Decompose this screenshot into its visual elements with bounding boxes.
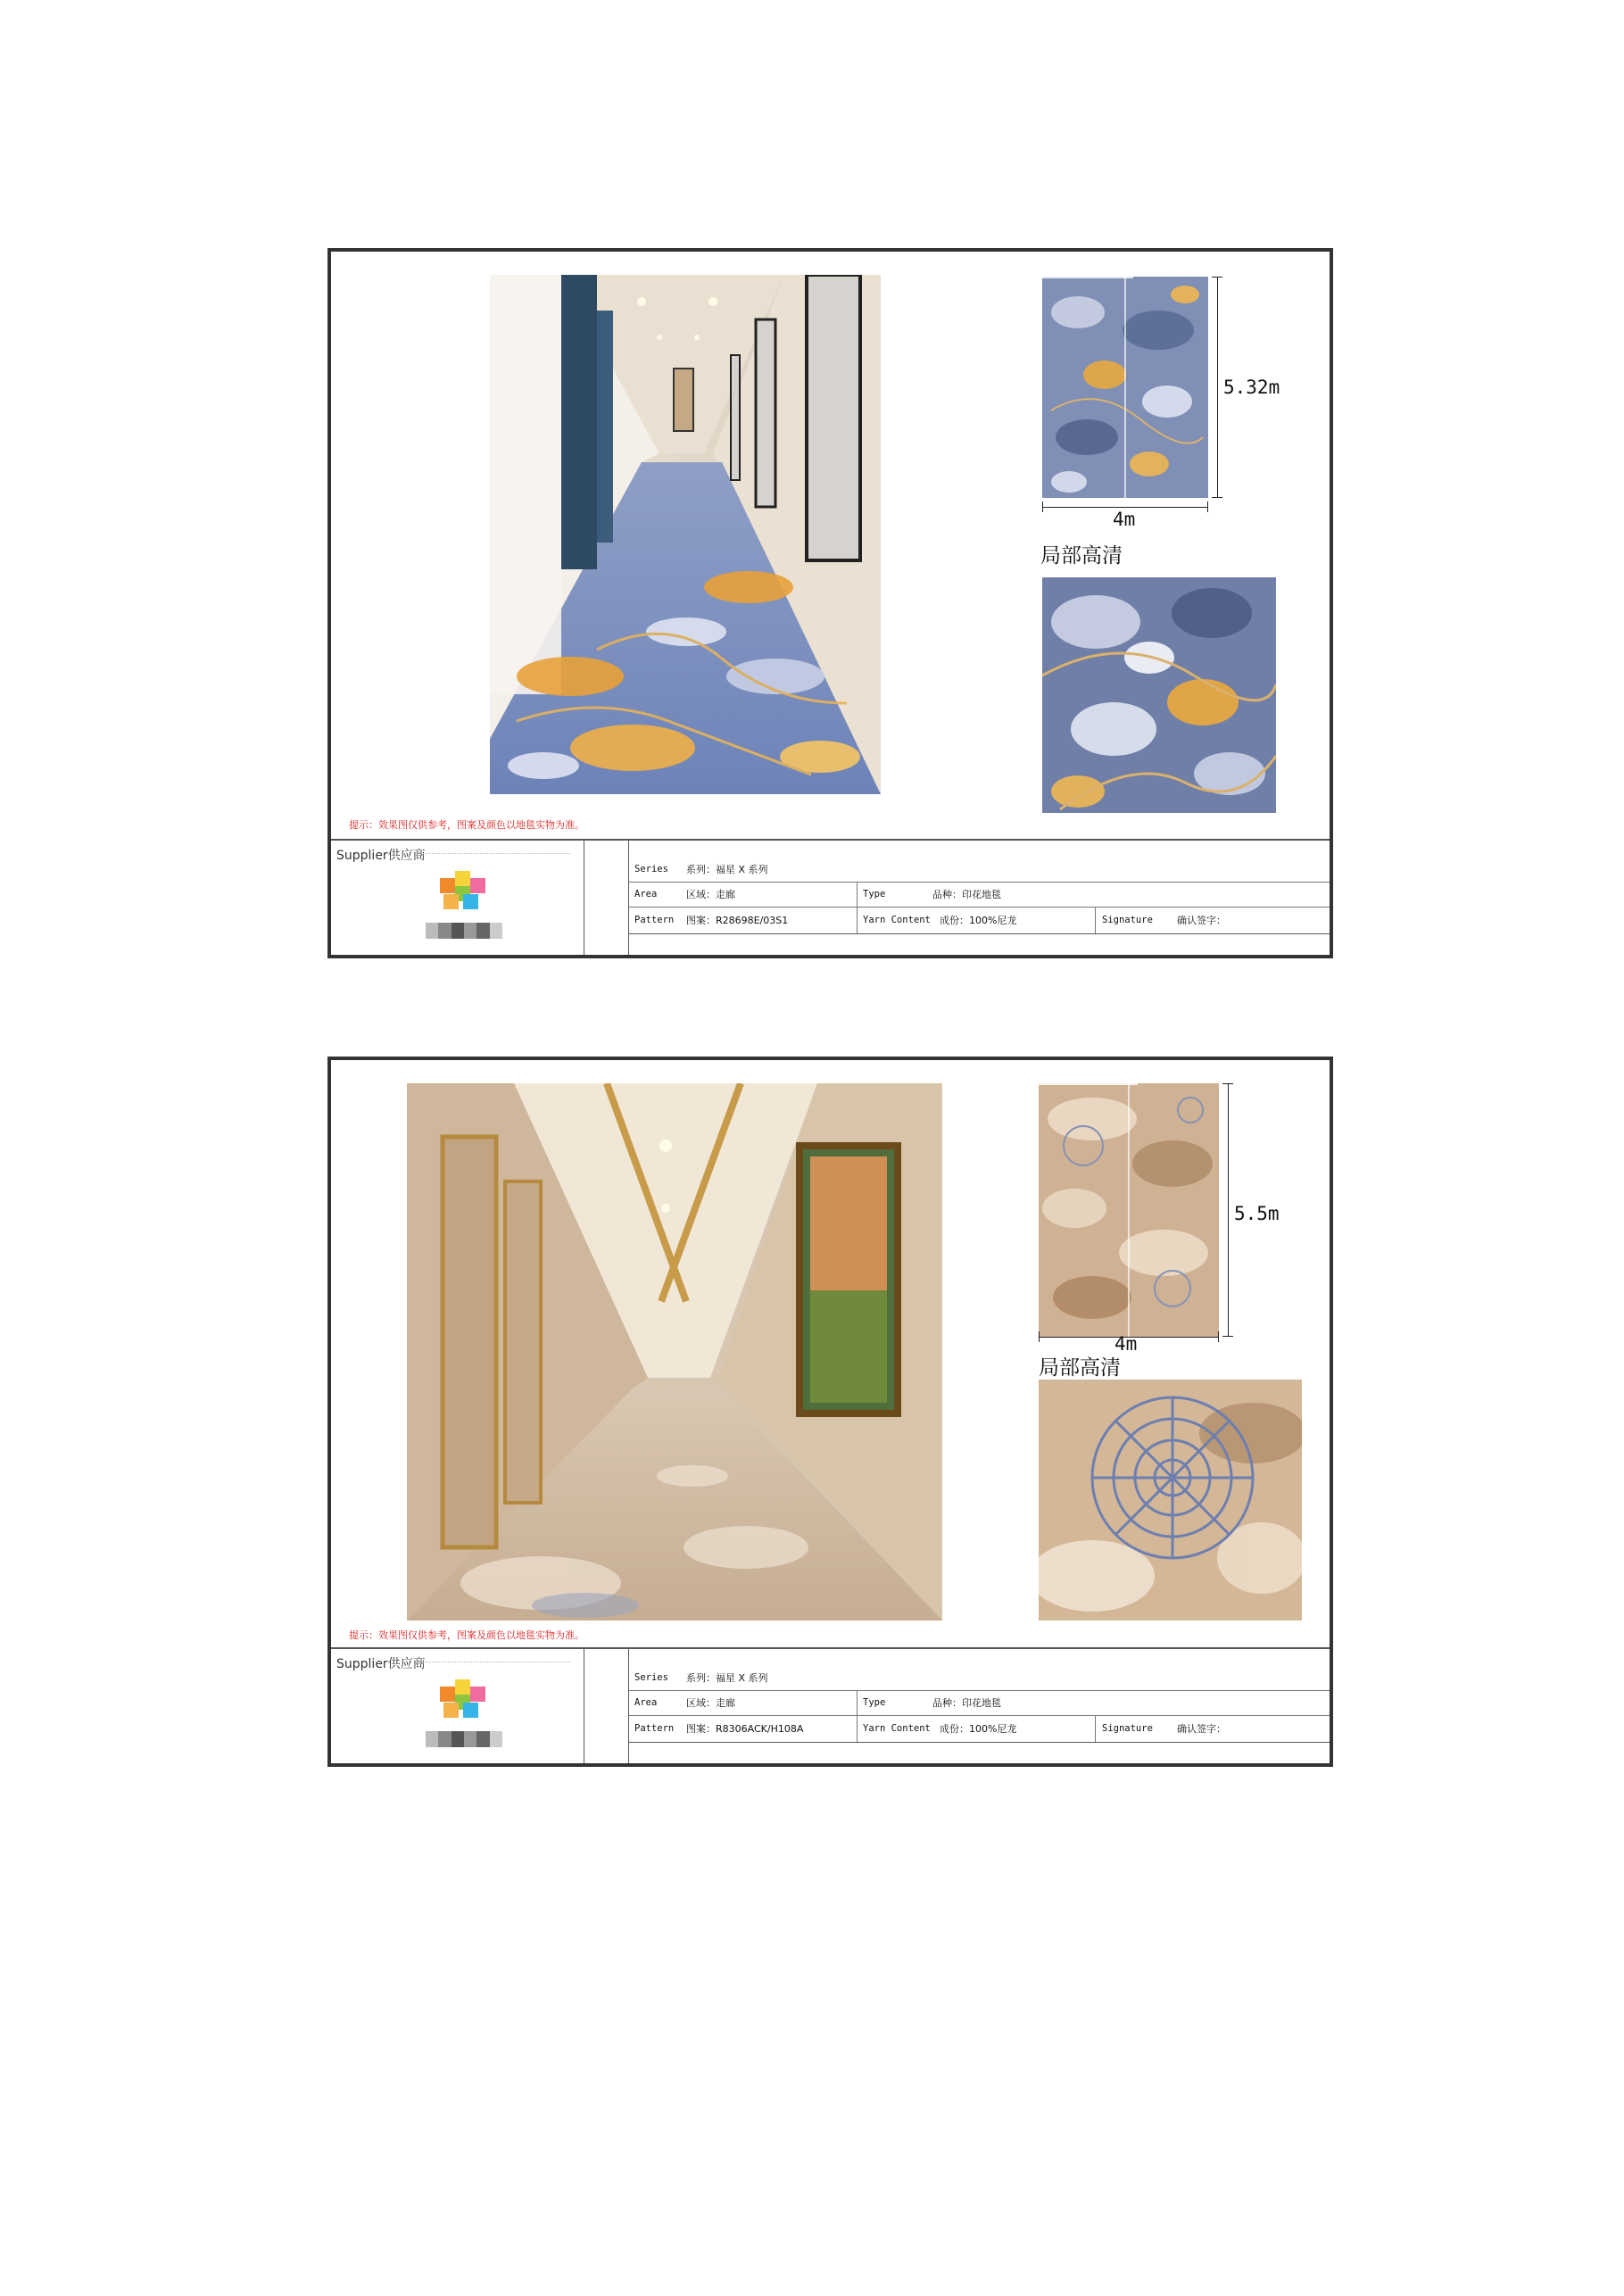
yarn-value: 成份：100%尼龙	[940, 915, 1017, 926]
area-row	[629, 882, 1330, 908]
carpet-detail-closeup	[1039, 1380, 1302, 1620]
disclaimer-note: 提示：效果图仅供参考，图案及颜色以地毯实物为准。	[349, 819, 584, 831]
spec-fields	[628, 841, 1330, 955]
yarn-label: Yarn Content	[863, 915, 931, 925]
spec-sheet-2	[327, 1057, 1333, 1767]
signature-divider	[1095, 907, 1096, 933]
type-value: 品种：印花地毯	[932, 1697, 1001, 1709]
supplier-name-redacted	[426, 1731, 502, 1747]
disclaimer-note: 提示：效果图仅供参考，图案及颜色以地毯实物为准。	[349, 1629, 584, 1641]
supplier-label: Supplier供应商	[336, 1657, 426, 1671]
series-row	[629, 857, 1330, 883]
carpet-repeat-swatch	[1039, 1083, 1219, 1337]
height-dimension-line	[1228, 1083, 1229, 1337]
spec-fields	[628, 1649, 1330, 1763]
supplier-block	[331, 841, 584, 955]
pattern-label: Pattern	[634, 1723, 675, 1734]
series-label: Series	[634, 1672, 668, 1683]
type-label: Type	[863, 1697, 886, 1708]
supplier-name-redacted	[426, 923, 502, 939]
area-row	[629, 1690, 1330, 1716]
signature-label: Signature	[1102, 1723, 1153, 1734]
yarn-value: 成份：100%尼龙	[940, 1723, 1017, 1735]
signature-value: 确认签字：	[1177, 1723, 1226, 1735]
carpet-detail-closeup	[1042, 577, 1276, 813]
spec-info-table	[331, 1647, 1330, 1763]
pattern-label: Pattern	[634, 915, 675, 925]
supplier-block	[331, 1649, 584, 1763]
height-dimension-line	[1217, 277, 1218, 498]
spec-info-table	[331, 839, 1330, 955]
supplier-dotted-line	[418, 853, 570, 854]
series-value: 系列：福星 X 系列	[686, 1672, 768, 1684]
area-divider	[857, 882, 858, 907]
width-dimension-label: 4m	[1114, 1333, 1138, 1355]
signature-divider	[1095, 1715, 1096, 1742]
pattern-divider	[857, 907, 858, 933]
pattern-value: 图案：R8306ACK/H108A	[686, 1723, 804, 1735]
series-row	[629, 1665, 1330, 1691]
supplier-logo	[440, 1679, 486, 1719]
signature-label: Signature	[1102, 915, 1153, 925]
supplier-logo	[440, 871, 486, 910]
spec-sheet-1	[327, 248, 1333, 958]
pattern-divider	[857, 1715, 858, 1742]
detail-title: 局部高清	[1040, 544, 1123, 568]
corridor-render-image	[490, 275, 881, 794]
series-label: Series	[634, 864, 668, 874]
height-dimension-label: 5.32m	[1223, 377, 1280, 398]
area-value: 区域：走廊	[686, 889, 735, 900]
area-divider	[857, 1690, 858, 1715]
supplier-label: Supplier供应商	[336, 849, 426, 863]
pattern-row	[629, 1715, 1330, 1743]
carpet-repeat-swatch	[1042, 277, 1208, 498]
type-label: Type	[863, 889, 886, 899]
area-value: 区域：走廊	[686, 1697, 735, 1709]
pattern-row	[629, 907, 1330, 934]
pattern-value: 图案：R28698E/03S1	[686, 915, 789, 926]
detail-title: 局部高清	[1039, 1356, 1121, 1380]
series-value: 系列：福星 X 系列	[686, 864, 768, 875]
width-dimension-line	[1042, 507, 1208, 508]
height-dimension-label: 5.5m	[1234, 1203, 1280, 1224]
type-value: 品种：印花地毯	[932, 889, 1001, 900]
width-dimension-label: 4m	[1113, 509, 1136, 530]
yarn-label: Yarn Content	[863, 1723, 931, 1734]
area-label: Area	[634, 889, 658, 899]
corridor-render-image	[407, 1083, 942, 1620]
area-label: Area	[634, 1697, 658, 1708]
signature-value: 确认签字：	[1177, 915, 1226, 926]
